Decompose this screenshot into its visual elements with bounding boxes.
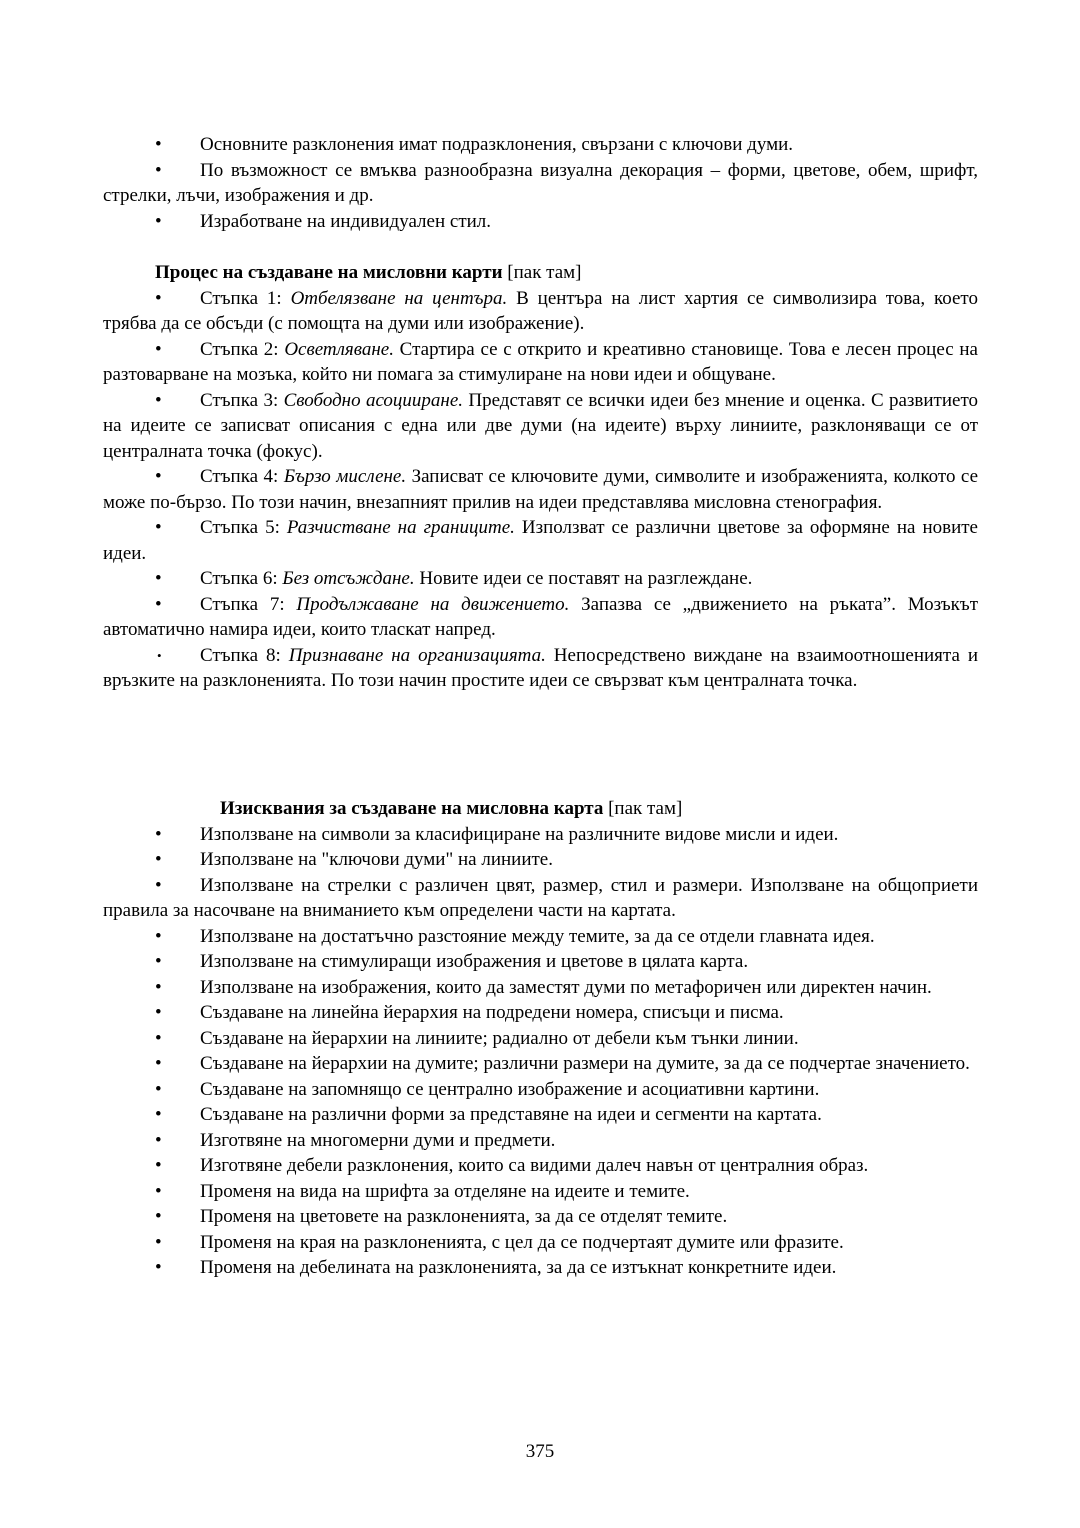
bullet-icon: • xyxy=(155,134,162,155)
list-item: • Изработване на индивидуален стил. xyxy=(103,209,978,235)
list-item: • Променя на вида на шрифта за отделяне на идеите и темите. xyxy=(103,1179,978,1205)
bullet-icon: • xyxy=(155,1078,162,1100)
bullet-icon: • xyxy=(155,159,162,181)
list-item: • Изготвяне на многомерни думи и предмети. xyxy=(103,1128,978,1154)
list-item: • Създаване на йерархии на линиите; радиално от дебели към тънки линии. xyxy=(103,1026,978,1052)
bullet-icon: • xyxy=(155,287,162,309)
list-item: • Създаване на запомнящо се централно изображение и асоциативни картини. xyxy=(103,1077,978,1103)
bullet-icon: • xyxy=(155,1027,162,1049)
bullet-icon: • xyxy=(155,210,162,232)
bullet-icon: • xyxy=(155,593,162,615)
requirements-section xyxy=(103,796,978,1281)
section-heading: Изисквания за създаване на мисловна карта [пак там] xyxy=(220,798,683,819)
list-item: • Използване на достатъчно разстояние между темите, за да се отдели главната идея. xyxy=(103,924,978,950)
bullet-icon: • xyxy=(155,874,162,896)
step-item: • Стъпка 1: Отбелязване на центъра. В центъра на лист хартия се символизира това, което трябва да се обсъди (с помощта на думи или изображение). xyxy=(103,287,978,334)
intro-list xyxy=(103,132,978,234)
step-item: • Стъпка 2: Осветляване. Стартира се с открито и креативно становище. Това е лесен процес на разтоварване на мозъка, който ни помага за стимулиране на нови идеи и общуване. xyxy=(103,338,978,385)
list-item: • Използване на стрелки с различен цвят, размер, стил и размери. Използване на общоприети правила за насочване на вниманието към определени части на картата. xyxy=(103,874,978,921)
bullet-icon: • xyxy=(155,1002,162,1023)
step-item: • Стъпка 5: Разчистване на границите. Използват се различни цветове за оформяне на новите идеи. xyxy=(103,517,978,564)
page-number: 375 xyxy=(525,1441,555,1462)
step-item: • Стъпка 7: Продължаване на движението. Запазва се „движението на ръката”. Мозъкът автоматично намира идеи, които тласкат напред. xyxy=(103,593,978,640)
process-section xyxy=(103,260,978,694)
bullet-icon: • xyxy=(155,849,162,870)
bullet-icon: • xyxy=(155,925,162,947)
list-item: • Основните разклонения имат подразклонения, свързани с ключови думи. xyxy=(103,132,978,158)
bullet-icon: • xyxy=(155,517,162,538)
bullet-icon: • xyxy=(155,466,162,487)
bullet-icon: • xyxy=(155,976,162,998)
bullet-icon: • xyxy=(155,1104,162,1125)
list-item: • Променя на края на разклоненията, с цел да се подчертаят думите или фразите. xyxy=(103,1230,978,1256)
list-item: • Променя на дебелината на разклоненията, за да се изтъкнат конкретните идеи. xyxy=(103,1255,978,1281)
bullet-icon: • xyxy=(155,1206,162,1227)
bullet-icon: • xyxy=(155,1053,162,1074)
list-item: • Създаване на различни форми за представяне на идеи и сегменти на картата. xyxy=(103,1102,978,1128)
list-item: • Променя на цветовете на разклоненията, за да се отделят темите. xyxy=(103,1204,978,1230)
bullet-icon: • xyxy=(155,823,162,845)
list-item: • Изготвяне дебели разклонения, които са видими далеч навън от централния образ. xyxy=(103,1153,978,1179)
step-item: • Стъпка 8: Признаване на организацията. Непосредствено виждане на взаимоотношенията и връзките на разклоненията. По този начин простите идеи се свързват към централната точка. xyxy=(103,644,978,691)
step-item: • Стъпка 3: Свободно асоцииране. Представят се всички идеи без мнение и оценка. С развитието на идеите се записват описания с една или две думи (на идеите) върху линиите, разклоняващи се от централната точка (фокус). xyxy=(103,389,979,462)
list-item: • Използване на "ключови думи" на линиите. xyxy=(103,847,978,873)
bullet-icon: • xyxy=(155,1231,162,1253)
list-item: • Създаване на линейна йерархия на подредени номера, списъци и писма. xyxy=(103,1000,978,1026)
bullet-icon: • xyxy=(155,338,162,360)
bullet-icon: • xyxy=(155,1129,162,1151)
bullet-icon: • xyxy=(155,1155,162,1176)
bullet-icon: • xyxy=(155,1180,162,1202)
step-item: • Стъпка 4: Бързо мислене. Записват се ключовите думи, символите и изображенията, колкото се може по-бързо. По този начин, внезапният прилив на идеи представлява мисловна стенография. xyxy=(103,466,979,513)
bullet-icon: • xyxy=(155,1257,162,1278)
list-item: • Използване на стимулиращи изображения и цветове в цялата карта. xyxy=(103,949,978,975)
list-item: • Използване на символи за класифициране на различните видове мисли и идеи. xyxy=(103,822,978,848)
section-heading: Процес на създаване на мисловни карти [пак там] xyxy=(155,262,582,283)
list-item: • По възможност се вмъква разнообразна визуална декорация – форми, цветове, обем, шрифт, стрелки, лъчи, изображения и др. xyxy=(103,159,978,206)
list-item: • Създаване на йерархии на думите; различни размери на думите, за да се подчертае значението. xyxy=(103,1051,978,1077)
bullet-icon: • xyxy=(157,647,162,663)
step-item: • Стъпка 6: Без отсъждане. Новите идеи се поставят на разглеждане. xyxy=(103,566,978,592)
bullet-icon: • xyxy=(155,568,162,589)
list-item: • Използване на изображения, които да заместят думи по метафоричен или директен начин. xyxy=(103,975,978,1001)
bullet-icon: • xyxy=(155,389,162,411)
bullet-icon: • xyxy=(155,951,162,972)
